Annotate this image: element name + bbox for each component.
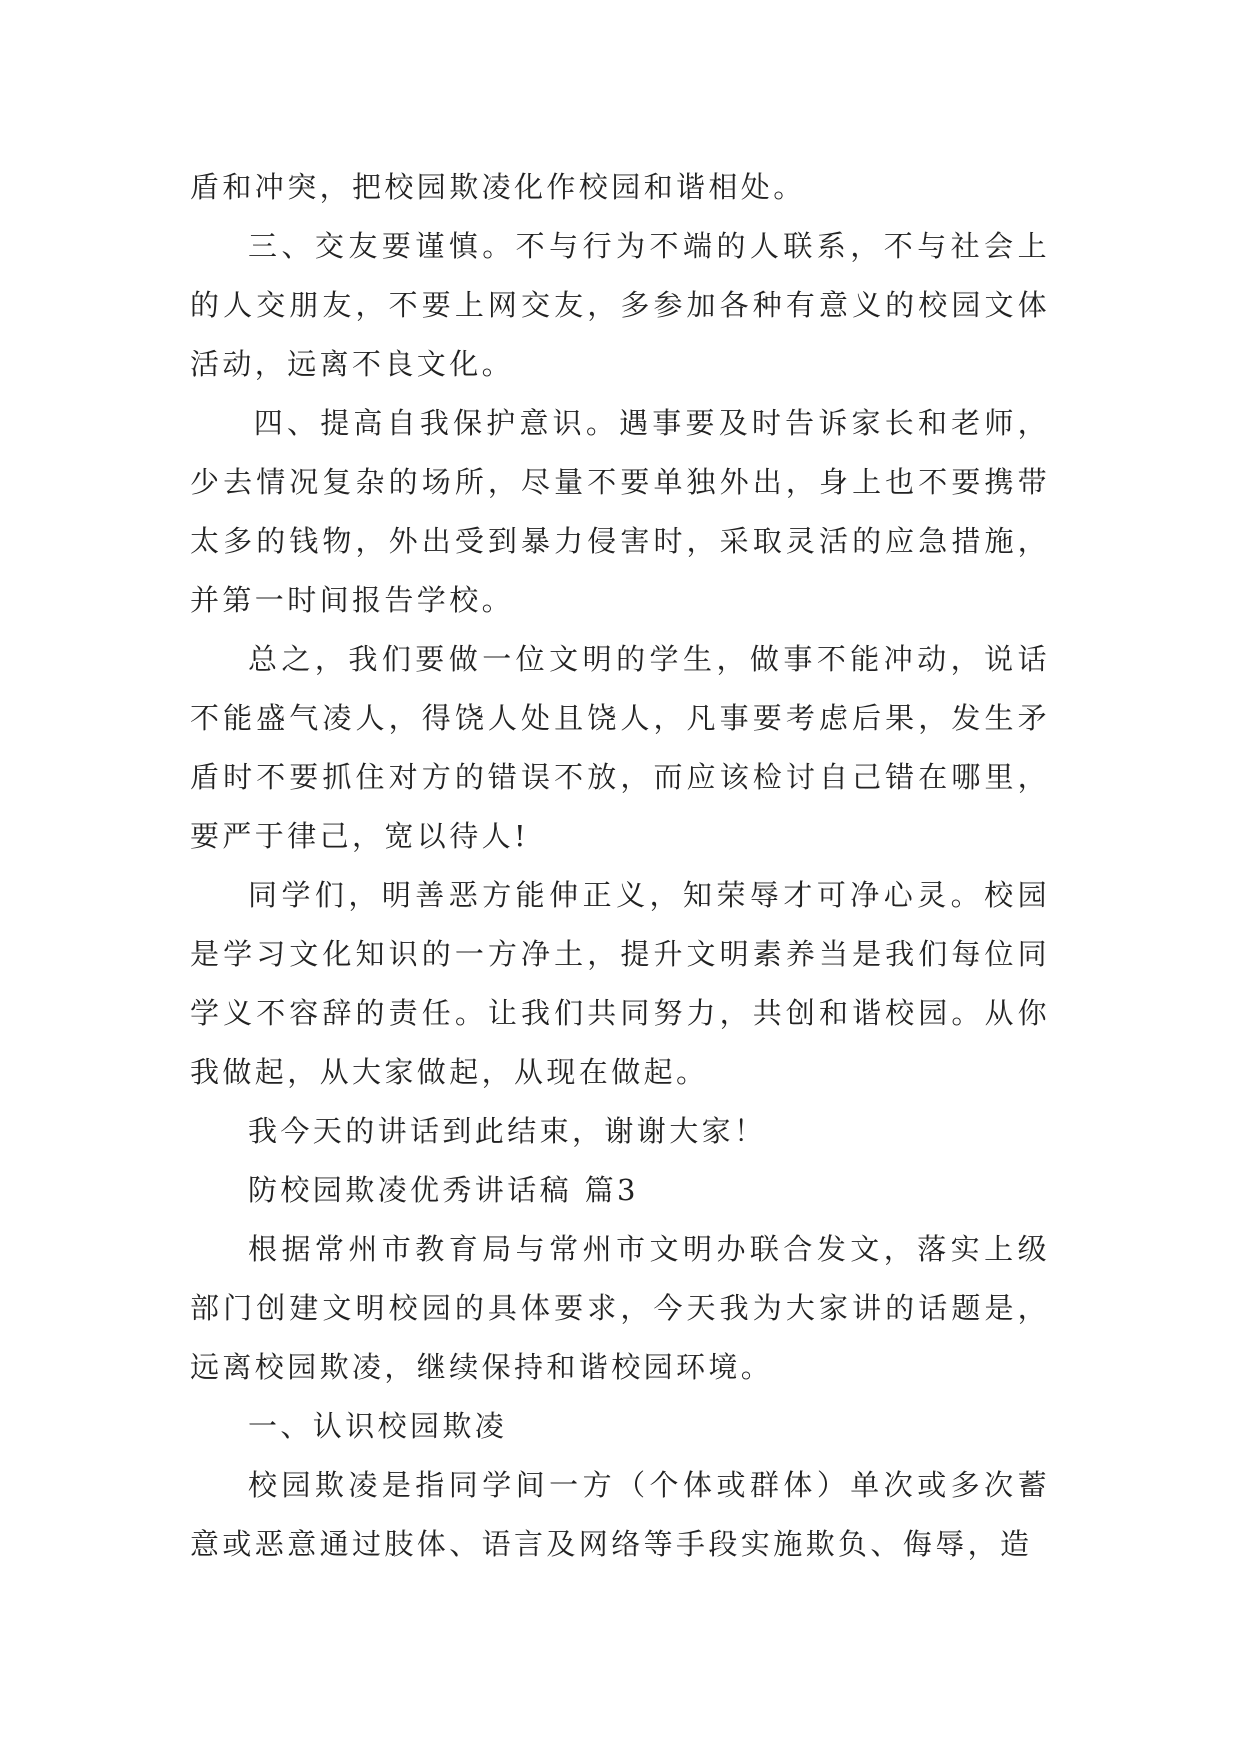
- paragraph-definition: 校园欺凌是指同学间一方（个体或群体）单次或多次蓄意或恶意通过肢体、语言及网络等手段实施欺负、侮辱，造: [190, 1468, 1050, 1561]
- document-body: [190, 158, 1050, 1574]
- paragraph-closing: 我今天的讲话到此结束，谢谢大家！: [248, 1114, 767, 1148]
- subheading-understand-bullying: 一、认识校园欺凌: [248, 1409, 508, 1443]
- paragraph-section-four: 四、提高自我保护意识。遇事要及时告诉家长和老师，少去情况复杂的场所，尽量不要单独外出，身上也不要携带太多的钱物，外出受到暴力侵害时，采取灵活的应急措施，并第一时间报告学校。: [190, 406, 1050, 617]
- paragraph-section-three: 三、交友要谨慎。不与行为不端的人联系，不与社会上的人交朋友，不要上网交友，多参加各种有意义的校园文体活动，远离不良文化。: [190, 229, 1050, 381]
- paragraph-summary: 总之，我们要做一位文明的学生，做事不能冲动，说话不能盛气凌人，得饶人处且饶人，凡事要考虑后果，发生矛盾时不要抓住对方的错误不放，而应该检讨自己错在哪里，要严于律己，宽以待人!: [190, 642, 1050, 853]
- paragraph-introduction: 根据常州市教育局与常州市文明办联合发文，落实上级部门创建文明校园的具体要求，今天我为大家讲的话题是，远离校园欺凌，继续保持和谐校园环境。: [190, 1232, 1050, 1384]
- paragraph-appeal: 同学们，明善恶方能伸正义，知荣辱才可净心灵。校园是学习文化知识的一方净土，提升文明素养当是我们每位同学义不容辞的责任。让我们共同努力，共创和谐校园。从你我做起，从大家做起，从现在做起。: [190, 878, 1050, 1089]
- paragraph-continuation: 盾和冲突，把校园欺凌化作校园和谐相处。: [190, 170, 806, 204]
- section-heading-part-3: 防校园欺凌优秀讲话稿 篇3: [248, 1173, 639, 1207]
